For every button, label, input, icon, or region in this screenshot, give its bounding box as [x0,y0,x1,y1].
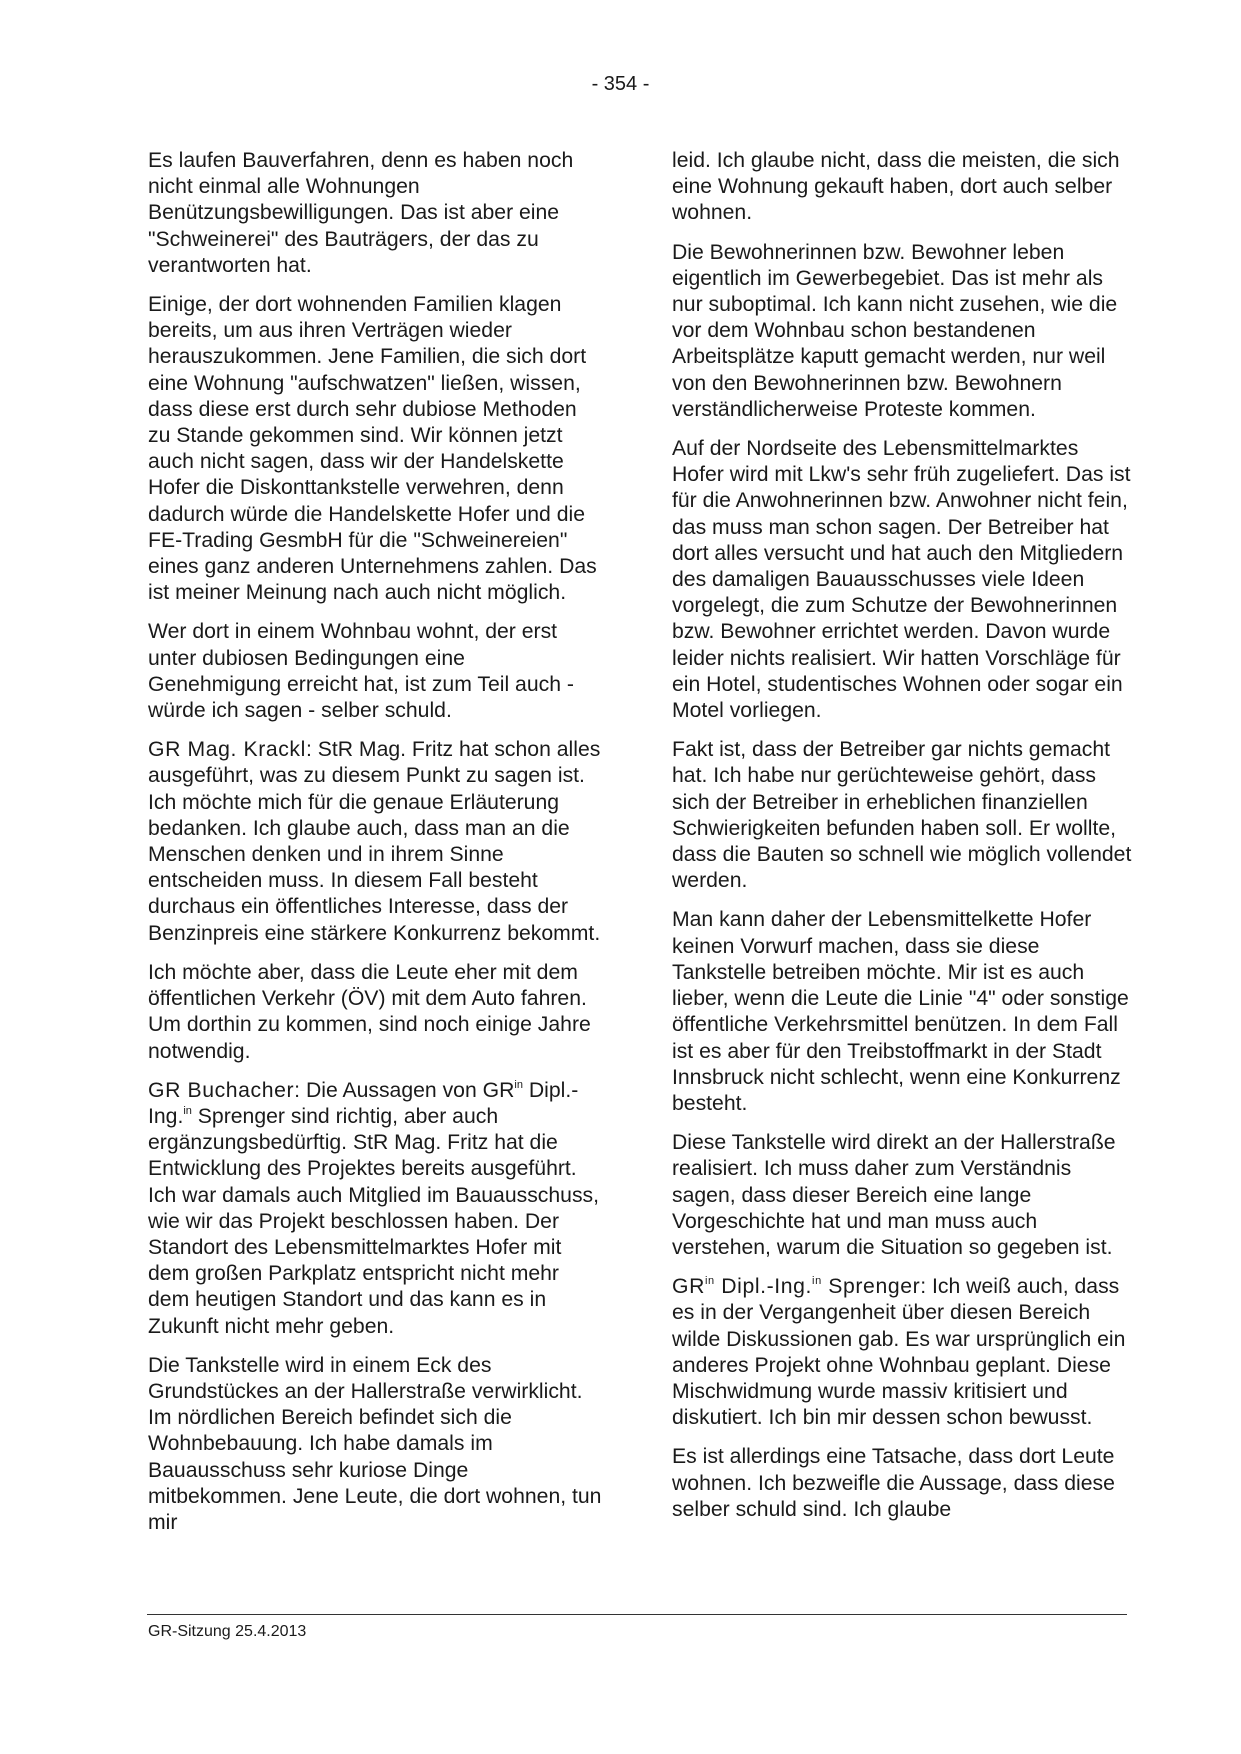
speech-text: : Ich weiß auch, dass es in der Vergangenheit über diesen Bereich wilde Diskussionen gab. Es war ursprünglich ein anderes Projekt ohne Wohnbau geplant. Diese Mischwidmung wurde massiv kritisiert und diskutiert. Ich bin mir dessen schon bewusst. [672,1275,1126,1430]
paragraph: Wer dort in einem Wohnbau wohnt, der erst unter dubiosen Bedingungen eine Genehmigung erreicht hat, ist zum Teil auch - würde ich sagen - selber schuld. [148,620,574,723]
paragraph: Die Bewohnerinnen bzw. Bewohner leben eigentlich im Gewerbegebiet. Das ist mehr als nur suboptimal. Ich kann nicht zusehen, wie die vor dem Wohnbau schon bestandenen Arbeitsplätze kaputt gemacht werden, nur weil von den Bewohnerinnen bzw. Bewohnern verständlicherweise Proteste kommen. [672,240,1118,421]
speaker-title: Dipl.-Ing. [714,1275,813,1299]
paragraph: Die Tankstelle wird in einem Eck des Grundstückes an der Hallerstraße verwirklicht. Im nördlichen Bereich befindet sich die Wohnbebauung. Ich habe damals im Bauausschuss sehr kuriose Dinge mitbekommen. Jene Leute, die dort wohnen, tun mir [148,1353,602,1534]
speech-text: : Die Aussagen von GR [294,1078,515,1102]
speech-text: Dipl.-Ing. [148,1078,579,1128]
footer-divider [147,1614,1127,1615]
speaker-name [672,1275,920,1298]
superscript: in [704,1275,715,1288]
paragraph: Diese Tankstelle wird direkt an der Hallerstraße realisiert. Ich muss daher zum Verständnis sagen, dass dieser Bereich eine lange Vorgeschichte hat und man muss auch verstehen, warum die Situation so gegeben ist. [672,1131,1116,1259]
speaker-name: GR Mag. Krackl [148,738,306,762]
paragraph: Es laufen Bauverfahren, denn es haben noch nicht einmal alle Wohnungen Benützungsbewilligungen. Das ist aber eine "Schweinerei" des Bauträgers, der das zu verantworten hat. [148,149,574,277]
speech-text: Sprenger sind richtig, aber auch ergänzungsbedürftig. StR Mag. Fritz hat die Entwicklung des Projektes bereits ausgeführt. Ich war damals auch Mitglied im Bauausschuss, wie wir das Projekt beschlossen haben. Der Standort des Lebensmittelmarktes Hofer mit dem großen Parkplatz entspricht nicht mehr dem heutigen Standort und das kann es in Zukunft nicht mehr geben. [148,1104,600,1338]
paragraph: Man kann daher der Lebensmittelkette Hofer keinen Vorwurf machen, dass sie diese Tankstelle betreiben möchte. Mir ist es auch lieber, wenn die Leute die Linie "4" oder sonstige öffentliche Verkehrsmittel benützen. In dem Fall ist es aber für den Treibstoffmarkt in der Stadt Innsbruck nicht schlecht, wenn eine Konkurrenz besteht. [672,908,1129,1115]
superscript: in [812,1275,822,1288]
speech-paragraph [148,737,603,947]
speaker-name: GR Buchacher [148,1078,295,1102]
paragraph: Ich möchte aber, dass die Leute eher mit dem öffentlichen Verkehr (ÖV) mit dem Auto fahren. Um dorthin zu kommen, sind noch einige Jahre notwendig. [148,960,591,1063]
paragraph: Auf der Nordseite des Lebensmittelmarktes Hofer wird mit Lkw's sehr früh zugeliefert. Das ist für die Anwohnerinnen bzw. Anwohner nicht fein, das muss man schon sagen. Der Betreiber hat dort alles versucht und hat auch den Mitgliedern des damaligen Bauausschusses viele Ideen vorgelegt, die zum Schutze der Bewohnerinnen bzw. Bewohner errichtet werden. Davon wurde leider nichts realisiert. Wir hatten Vorschläge für ein Hotel, studentisches Wohnen oder sogar ein Motel vorliegen. [672,437,1131,723]
page-number: - 354 - [591,73,650,95]
superscript: in [514,1078,523,1091]
speaker-surname: Sprenger [821,1275,921,1299]
speech-paragraph [148,1078,603,1340]
paragraph: Fakt ist, dass der Betreiber gar nichts gemacht hat. Ich habe nur gerüchteweise gehört, dass sich der Betreiber in erheblichen finanziellen Schwierigkeiten befunden haben soll. Er wollte, dass die Bauten so schnell wie möglich vollendet werden. [672,738,1132,893]
left-column [148,148,603,1549]
paragraph: Einige, der dort wohnenden Familien klagen bereits, um aus ihren Verträgen wieder herauszukommen. Jene Familien, die sich dort eine Wohnung "aufschwatzen" ließen, wissen, dass diese erst durch sehr dubiose Methoden zu Stande gekommen sind. Wir können jetzt auch nicht sagen, dass wir der Handelskette Hofer die Diskonttankstelle verwehren, denn dadurch würde die Handelskette Hofer und die FE-Trading GesmbH für die "Schweinereien" eines ganz anderen Unternehmens zahlen. Das ist meiner Meinung nach auch nicht möglich. [148,293,597,605]
footer-session-date: GR-Sitzung 25.4.2013 [148,1623,307,1640]
speaker-title: GR [672,1275,705,1299]
superscript: in [183,1104,192,1117]
speech-text: : StR Mag. Fritz hat schon alles ausgeführt, was zu diesem Punkt zu sagen ist. Ich möchte mich für die genaue Erläuterung bedanken. Ich glaube auch, dass man an die Menschen denken und in ihrem Sinne entscheiden muss. In diesem Fall besteht durchaus ein öffentliches Interesse, dass der Benzinpreis eine stärkere Konkurrenz bekommt. [148,738,601,945]
paragraph: leid. Ich glaube nicht, dass die meisten, die sich eine Wohnung gekauft haben, dort auch selber wohnen. [672,149,1120,225]
speech-paragraph [672,1274,1132,1431]
paragraph: Es ist allerdings eine Tatsache, dass dort Leute wohnen. Ich bezweifle die Aussage, dass diese selber schuld sind. Ich glaube [672,1445,1115,1521]
right-column [672,148,1132,1536]
